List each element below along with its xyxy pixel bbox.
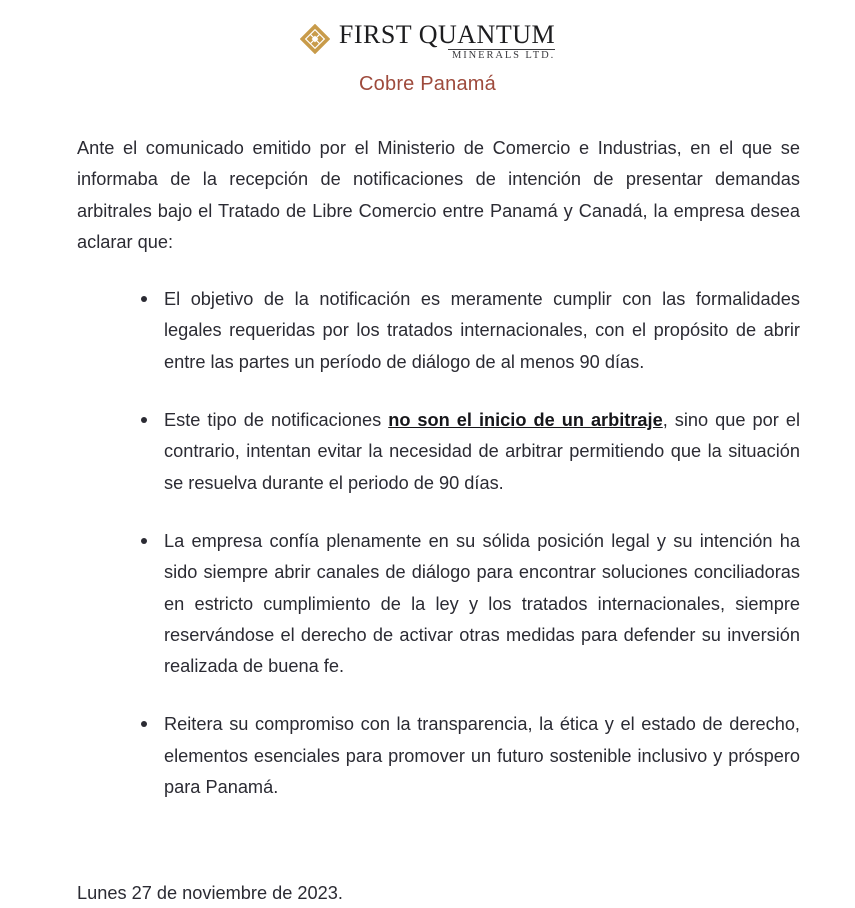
- list-item-text-after: , sino que por el contrario, intentan evitar la necesidad de arbitrar permitiendo que la situación se resuelva durante el periodo de 90 días.: [164, 410, 800, 493]
- list-item-text-before: Este tipo de notificaciones: [164, 410, 389, 431]
- first-quantum-diamond-knot-logo-icon: [300, 24, 330, 54]
- list-item-text: La empresa confía plenamente en su sólida posición legal y su intención ha sido siempre abrir canales de diálogo para encontrar soluciones conciliadoras en estricto cumplimiento de la ley y los tratados internacionales, siempre reservándose el derecho de activar otras medidas para defender su inversión realizada de buena fe.: [164, 530, 800, 677]
- wordmark-primary: FIRST QUANTUM: [338, 20, 556, 49]
- list-item-emphasis: no son el inicio de un arbitraje: [388, 410, 663, 431]
- list-item: [139, 284, 800, 378]
- brand-lockup: [0, 22, 855, 62]
- wordmark-sub-wrap: [339, 49, 555, 62]
- project-subtitle: Cobre Panamá: [359, 73, 496, 95]
- statement-body: [0, 133, 855, 908]
- list-item-text: Reitera su compromiso con la transparencia, la ética y el estado de derecho, elementos esenciales para promover un futuro sostenible inclusivo y próspero para Panamá.: [164, 714, 800, 798]
- date-line: Lunes 27 de noviembre de 2023.: [77, 883, 343, 904]
- list-item-text: El objetivo de la notificación es meramente cumplir con las formalidades legales requeridas por los tratados internacionales, con el propósito de abrir entre las partes un período de diálogo de al menos 90 días.: [164, 289, 800, 372]
- wordmark: [339, 22, 555, 62]
- letterhead: [0, 0, 855, 96]
- list-item: [139, 709, 800, 803]
- list-item: [139, 526, 800, 682]
- wordmark-secondary: MINERALS LTD.: [448, 49, 555, 62]
- clarification-list: [77, 284, 800, 803]
- list-item: [139, 405, 800, 499]
- intro-paragraph: Ante el comunicado emitido por el Ministerio de Comercio e Industrias, en el que se informaba de la recepción de notificaciones de intención de presentar demandas arbitrales bajo el Tratado de Libre Comercio entre Panamá y Canadá, la empresa desea aclarar que:: [77, 138, 800, 252]
